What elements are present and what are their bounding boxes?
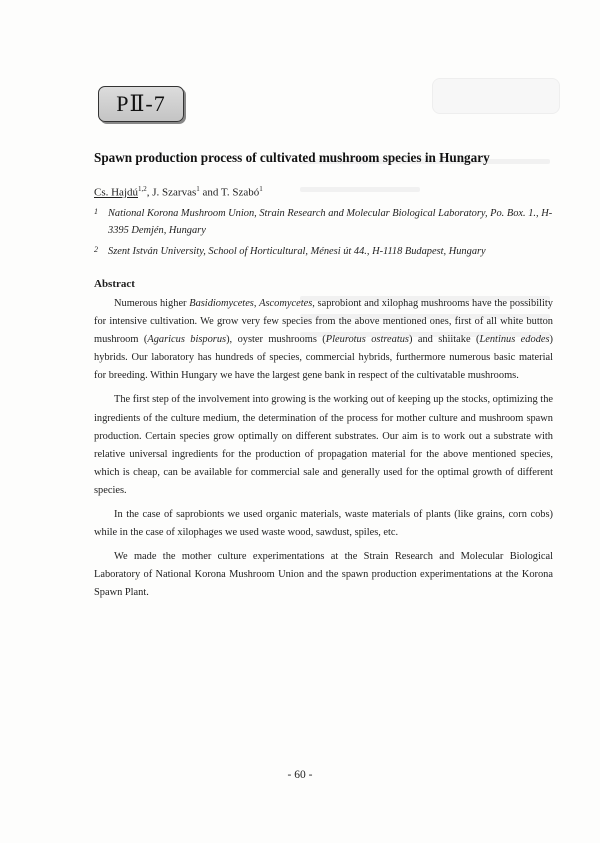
paper-title: Spawn production process of cultivated mushroom species in Hungary bbox=[94, 150, 490, 165]
author-second-sup: 1 bbox=[196, 185, 200, 193]
show-through-mark bbox=[432, 78, 560, 114]
text-run: , saprobiont and xilophag mushrooms have the possibility for intensive cultivation. We grow very few species from the above mentioned ones, first of all white button mushroom ( bbox=[94, 298, 554, 346]
taxon-name: Pleurotus ostreatus bbox=[325, 334, 409, 346]
author-second: , J. Szarvas bbox=[146, 186, 197, 199]
abstract-paragraph-1 bbox=[94, 295, 553, 385]
author-third: and T. Szabó bbox=[199, 186, 260, 199]
affiliation-number: 2 bbox=[94, 245, 98, 254]
session-badge: PⅡ-7 bbox=[98, 86, 184, 122]
text-run: Numerous higher bbox=[114, 298, 190, 309]
abstract-paragraph-3: In the case of saprobionts we used organic materials, waste materials of plants (like grains, corn cobs) while in the case of xilophages we used waste wood, sawdust, spiles, etc. bbox=[94, 509, 553, 539]
taxon-name: Agaricus bisporus bbox=[147, 334, 227, 346]
text-run: ) hybrids. Our laboratory has hundreds of species, commercial hybrids, furthermore numerous basic material for breeding. Within Hungary we have the largest gene bank in respect of the cultivatable mushrooms. bbox=[94, 334, 554, 382]
affiliation-number: 1 bbox=[94, 207, 98, 216]
show-through-line bbox=[300, 187, 420, 192]
affiliation-text: Szent István University, School of Horticultural, Ménesi út 44., H-1118 Budapest, Hungary bbox=[108, 246, 486, 257]
abstract-body bbox=[94, 295, 553, 609]
author-first: Cs. Hajdú bbox=[94, 186, 138, 199]
abstract-heading: Abstract bbox=[94, 278, 135, 290]
abstract-paragraph-4: We made the mother culture experimentations at the Strain Research and Molecular Biological Laboratory of National Korona Mushroom Union and the spawn production experimentations at the Korona Spawn Plant. bbox=[94, 551, 553, 599]
author-third-sup: 1 bbox=[259, 185, 263, 193]
taxon-name: Ascomycetes bbox=[259, 298, 313, 309]
text-run: ), oyster mushrooms ( bbox=[226, 334, 326, 346]
text-run: , bbox=[253, 298, 260, 309]
abstract-paragraph-2: The first step of the involvement into growing is the working out of keeping up the stocks, optimizing the ingredients of the culture medium, the determination of the process for mother culture and mushroom spawn production. Certain species grow optimally on different substrates. Our aim is to work out a substrate with relative universal ingredients for the production of propagation material for the above mentioned species, which is cheap, can be available for commercial sale and generally used for the optimal growth of different species. bbox=[94, 394, 553, 496]
author-first-sup: 1,2 bbox=[138, 185, 147, 193]
author-line bbox=[94, 185, 263, 199]
taxon-name: Lentinus edodes bbox=[479, 334, 550, 346]
text-run: ) and shiitake ( bbox=[408, 334, 480, 346]
page-number: - 60 - bbox=[287, 769, 313, 781]
affiliation-text: National Korona Mushroom Union, Strain Research and Molecular Biological Laboratory, Po. Box. 1., H-3395 Demjén, Hungary bbox=[108, 208, 553, 236]
taxon-name: Basidiomycetes bbox=[189, 298, 254, 309]
